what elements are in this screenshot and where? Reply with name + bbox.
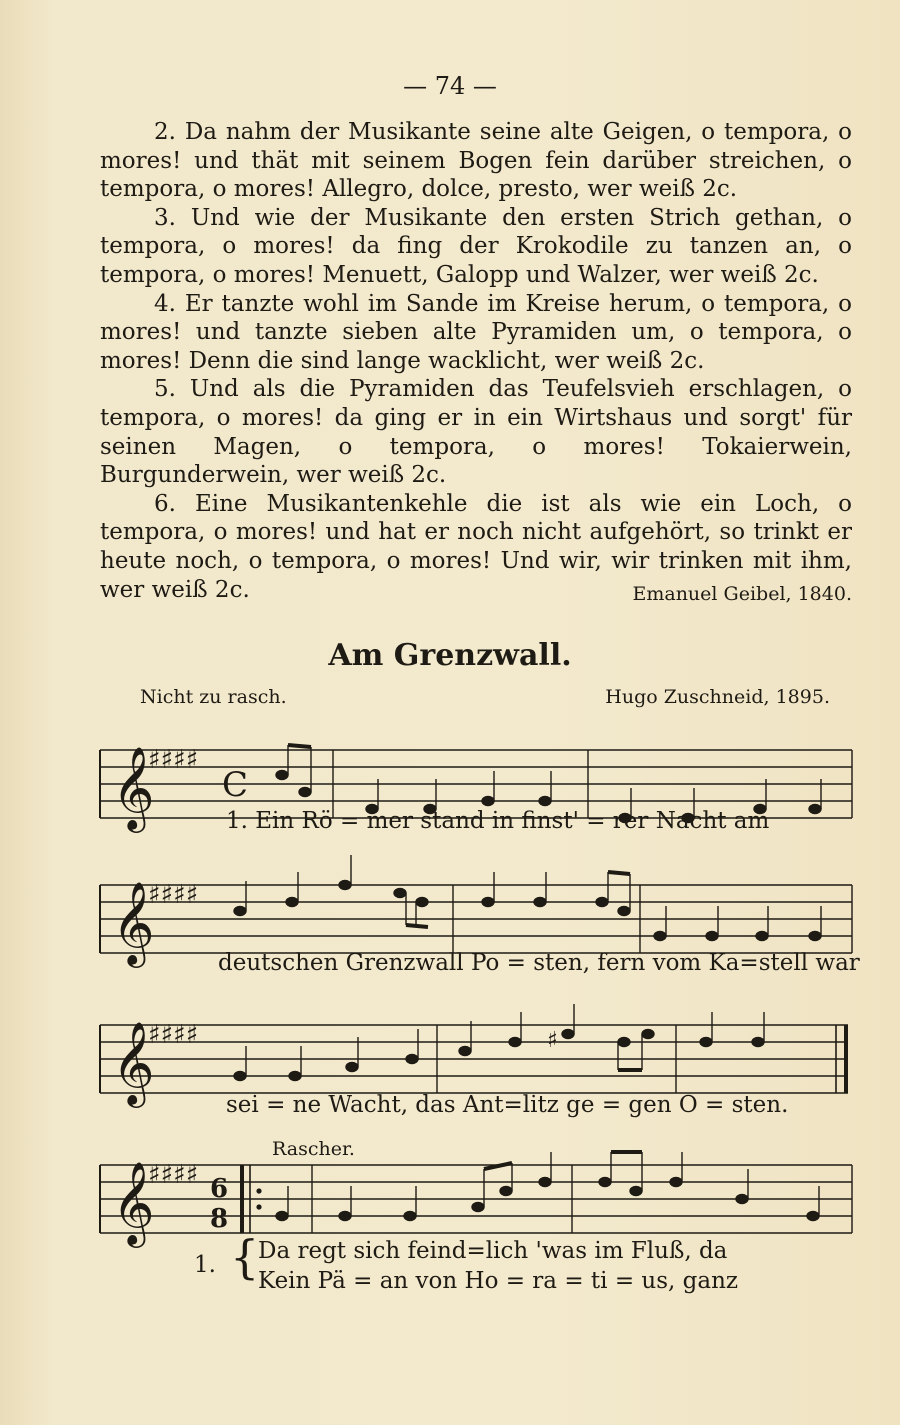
composer: Hugo Zuschneid, 1895. — [605, 686, 830, 708]
page-number: — 74 — — [403, 72, 497, 100]
svg-text:C: C — [222, 765, 249, 805]
svg-text:♯: ♯ — [547, 1028, 558, 1053]
signature: Emanuel Geibel, 1840. — [632, 582, 852, 605]
svg-text:𝄞: 𝄞 — [112, 1020, 155, 1104]
verse-brace: { — [230, 1230, 260, 1284]
verse-6-text: 6. Eine Musikantenkehle die ist als wie ein Loch, o tempora, o mores! und hat er noch nicht aufgehört, so trinkt er heute noch, o tempora, o mores! Und wir, wir trinken mit ihm, wer weiß 2c. — [100, 490, 852, 603]
song-title: Am Grenzwall. — [328, 638, 572, 673]
verse-4: 4. Er tanzte wohl im Sande im Kreise herum, o tempora, o mores! und tanzte sieben alte Pyramiden um, o tempora, o mores! Denn die sind lange wacklicht, wer weiß 2c. — [100, 290, 852, 374]
poem-verses — [100, 118, 852, 608]
verse-3: 3. Und wie der Musikante den ersten Strich gethan, o tempora, o mores! da fing der Krokodile zu tanzen an, o tempora, o mores! Menuett, Galopp und Walzer, wer weiß 2c. — [100, 204, 852, 288]
music-staff-2 — [0, 855, 900, 965]
lyrics-line-2: deutschen Grenzwall Po = sten, fern vom Ka=stell war — [218, 950, 860, 976]
svg-text:𝄞: 𝄞 — [112, 745, 155, 829]
tempo-marking-2: Rascher. — [272, 1138, 355, 1160]
verse-number: 1. — [194, 1252, 216, 1278]
lyrics-line-3: sei = ne Wacht, das Ant=litz ge = gen O = sten. — [226, 1092, 789, 1118]
tempo-marking: Nicht zu rasch. — [140, 686, 287, 708]
verse-6 — [100, 490, 852, 604]
music-staff-3 — [0, 995, 900, 1105]
time-signature-bottom: 8 — [210, 1204, 229, 1234]
lyrics-line-4a: Da regt sich feind=lich 'was im Fluß, da — [258, 1238, 728, 1264]
svg-text:♯♯♯♯: ♯♯♯♯ — [148, 1020, 199, 1050]
svg-text:♯♯♯♯: ♯♯♯♯ — [148, 745, 199, 775]
svg-text:♯♯♯♯: ♯♯♯♯ — [148, 1160, 199, 1190]
lyrics-line-4b: Kein Pä = an von Ho = ra = ti = us, ganz — [258, 1268, 739, 1294]
music-staff-4 — [0, 1135, 900, 1245]
verse-2: 2. Da nahm der Musikante seine alte Geigen, o tempora, o mores! und thät mit seinem Bogen fein darüber streichen, o tempora, o mores! Allegro, dolce, presto, wer weiß 2c. — [100, 119, 852, 203]
svg-text:𝄞: 𝄞 — [112, 1160, 155, 1244]
svg-text:♯♯♯♯: ♯♯♯♯ — [148, 880, 199, 910]
time-signature-top: 6 — [210, 1174, 229, 1204]
svg-text:𝄞: 𝄞 — [112, 880, 155, 964]
verse-5: 5. Und als die Pyramiden das Teufelsvieh erschlagen, o tempora, o mores! da ging er in ein Wirtshaus und sorgt' für seinen Magen, o tempora, o mores! Tokaierwein, Burgunderwein, wer weiß 2c. — [100, 376, 852, 489]
lyrics-line-1: 1. Ein Rö = mer stand in finst' = rer Nacht am — [226, 808, 770, 834]
